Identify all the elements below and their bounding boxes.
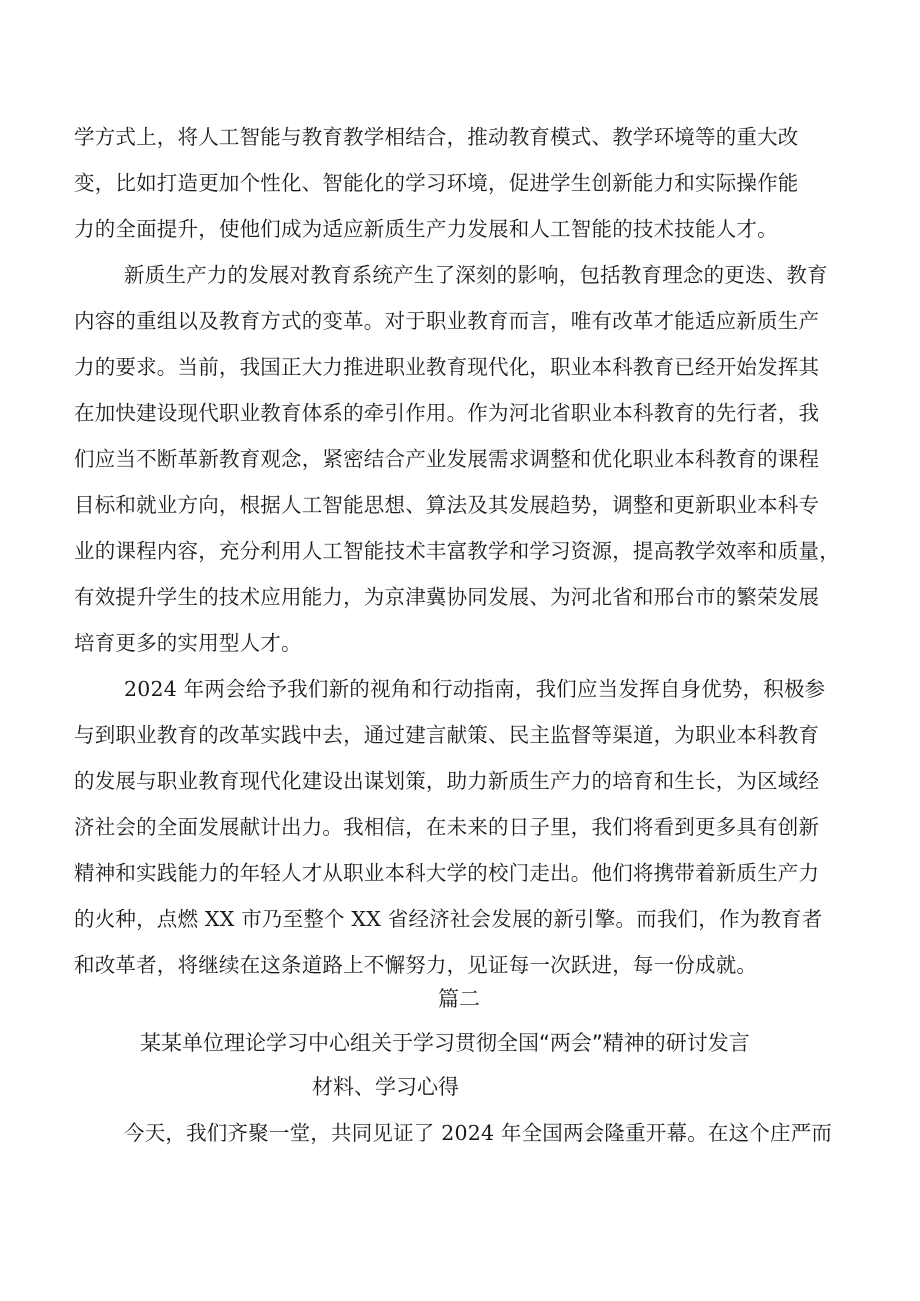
- body-text-line: 和改革者，将继续在这条道路上不懈努力，见证每一次跃进，每一份成就。: [74, 953, 758, 977]
- body-text-line: 目标和就业方向，根据人工智能思想、算法及其发展趋势，调整和更新职业本科专: [74, 493, 820, 517]
- body-text-line: 学方式上，将人工智能与教育教学相结合，推动教育模式、教学环境等的重大改: [74, 125, 799, 149]
- body-text-line: 培育更多的实用型人才。: [74, 631, 302, 655]
- body-text-line: 变，比如打造更加个性化、智能化的学习环境，促进学生创新能力和实际操作能: [74, 171, 799, 195]
- body-text-line: 新质生产力的发展对教育系统产生了深刻的影响，包括教育理念的更迭、教育: [124, 263, 828, 287]
- body-text-line: 有效提升学生的技术应用能力，为京津冀协同发展、为河北省和邢台市的繁荣发展: [74, 585, 820, 609]
- body-text-line: 内容的重组以及教育方式的变革。对于职业教育而言，唯有改革才能适应新质生产: [74, 309, 820, 333]
- body-text-line: 的发展与职业教育现代化建设出谋划策，助力新质生产力的培育和生长，为区域经: [74, 769, 820, 793]
- body-text-line: 精神和实践能力的年轻人才从职业本科大学的校门走出。他们将携带着新质生产力: [74, 861, 820, 885]
- body-text-line: 业的课程内容，充分利用人工智能技术丰富教学和学习资源，提高教学效率和质量，: [74, 539, 840, 563]
- body-text-line: 今天，我们齐聚一堂，共同见证了 2024 年全国两会隆重开幕。在这个庄严而: [124, 1121, 833, 1145]
- article-title-line: 材料、学习心得: [312, 1075, 459, 1099]
- body-text-line: 与到职业教育的改革实践中去，通过建言献策、民主监督等渠道，为职业本科教育: [74, 723, 820, 747]
- body-text-line: 在加快建设现代职业教育体系的牵引作用。作为河北省职业本科教育的先行者，我: [74, 401, 820, 425]
- body-text-line: 济社会的全面发展献计出力。我相信，在未来的日子里，我们将看到更多具有创新: [74, 815, 820, 839]
- body-text-line: 力的全面提升，使他们成为适应新质生产力发展和人工智能的技术技能人才。: [74, 217, 778, 241]
- body-text-line: 力的要求。当前，我国正大力推进职业教育现代化，职业本科教育已经开始发挥其: [74, 355, 820, 379]
- body-text-line: 2024 年两会给予我们新的视角和行动指南，我们应当发挥自身优势，积极参: [124, 677, 826, 701]
- body-text-line: 的火种，点燃 XX 市乃至整个 XX 省经济社会发展的新引擎。而我们，作为教育者: [74, 907, 823, 931]
- section-label: 篇二: [438, 987, 480, 1011]
- body-text-line: 们应当不断革新教育观念，紧密结合产业发展需求调整和优化职业本科教育的课程: [74, 447, 820, 471]
- article-title-line: 某某单位理论学习中心组关于学习贯彻全国“两会”精神的研讨发言: [140, 1031, 750, 1055]
